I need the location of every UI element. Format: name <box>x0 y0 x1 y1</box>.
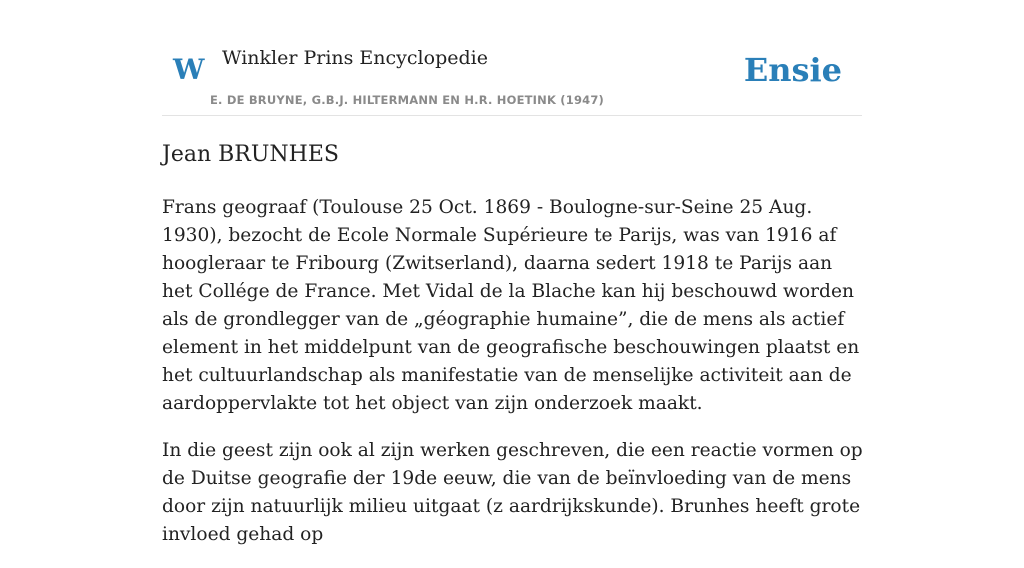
site-title: Winkler Prins Encyclopedie <box>222 47 488 69</box>
site-header <box>162 30 862 116</box>
article-title: Jean BRUNHES <box>162 142 339 167</box>
article-paragraph: In die geest zijn ook al zijn werken geschreven, die een reactie vormen op de Duitse geografie der 19de eeuw, die van de beïnvloeding van de mens door zijn natuurlijk milieu uitgaat (z aardrijkskunde). Brunhes heeft grote invloed gehad op <box>162 440 863 545</box>
article-paragraph: Frans geograaf (Toulouse 25 Oct. 1869 - Boulogne-sur-Seine 25 Aug. 1930), bezocht de Ecole Normale Supérieure te Parijs, was van 1916 af hoogleraar te Fribourg (Zwitserland), daarna sedert 1918 te Parijs aan het Collége de France. Met Vidal de la Blache kan hij beschouwd worden als de grondlegger van de „géographie humaine”, die de mens als actief element in het middelpunt van de geografische beschouwingen plaatst en het cultuurlandschap als manifestatie van de menselijke activiteit aan de aardoppervlakte tot het object van zijn onderzoek maakt. <box>162 197 860 414</box>
ensie-logo-link[interactable]: Ensie <box>743 51 842 89</box>
article <box>162 138 866 568</box>
winkler-prins-logo[interactable]: W <box>173 53 205 86</box>
editors-line: E. DE BRUYNE, G.B.J. HILTERMANN EN H.R. HOETINK (1947) <box>210 93 605 107</box>
